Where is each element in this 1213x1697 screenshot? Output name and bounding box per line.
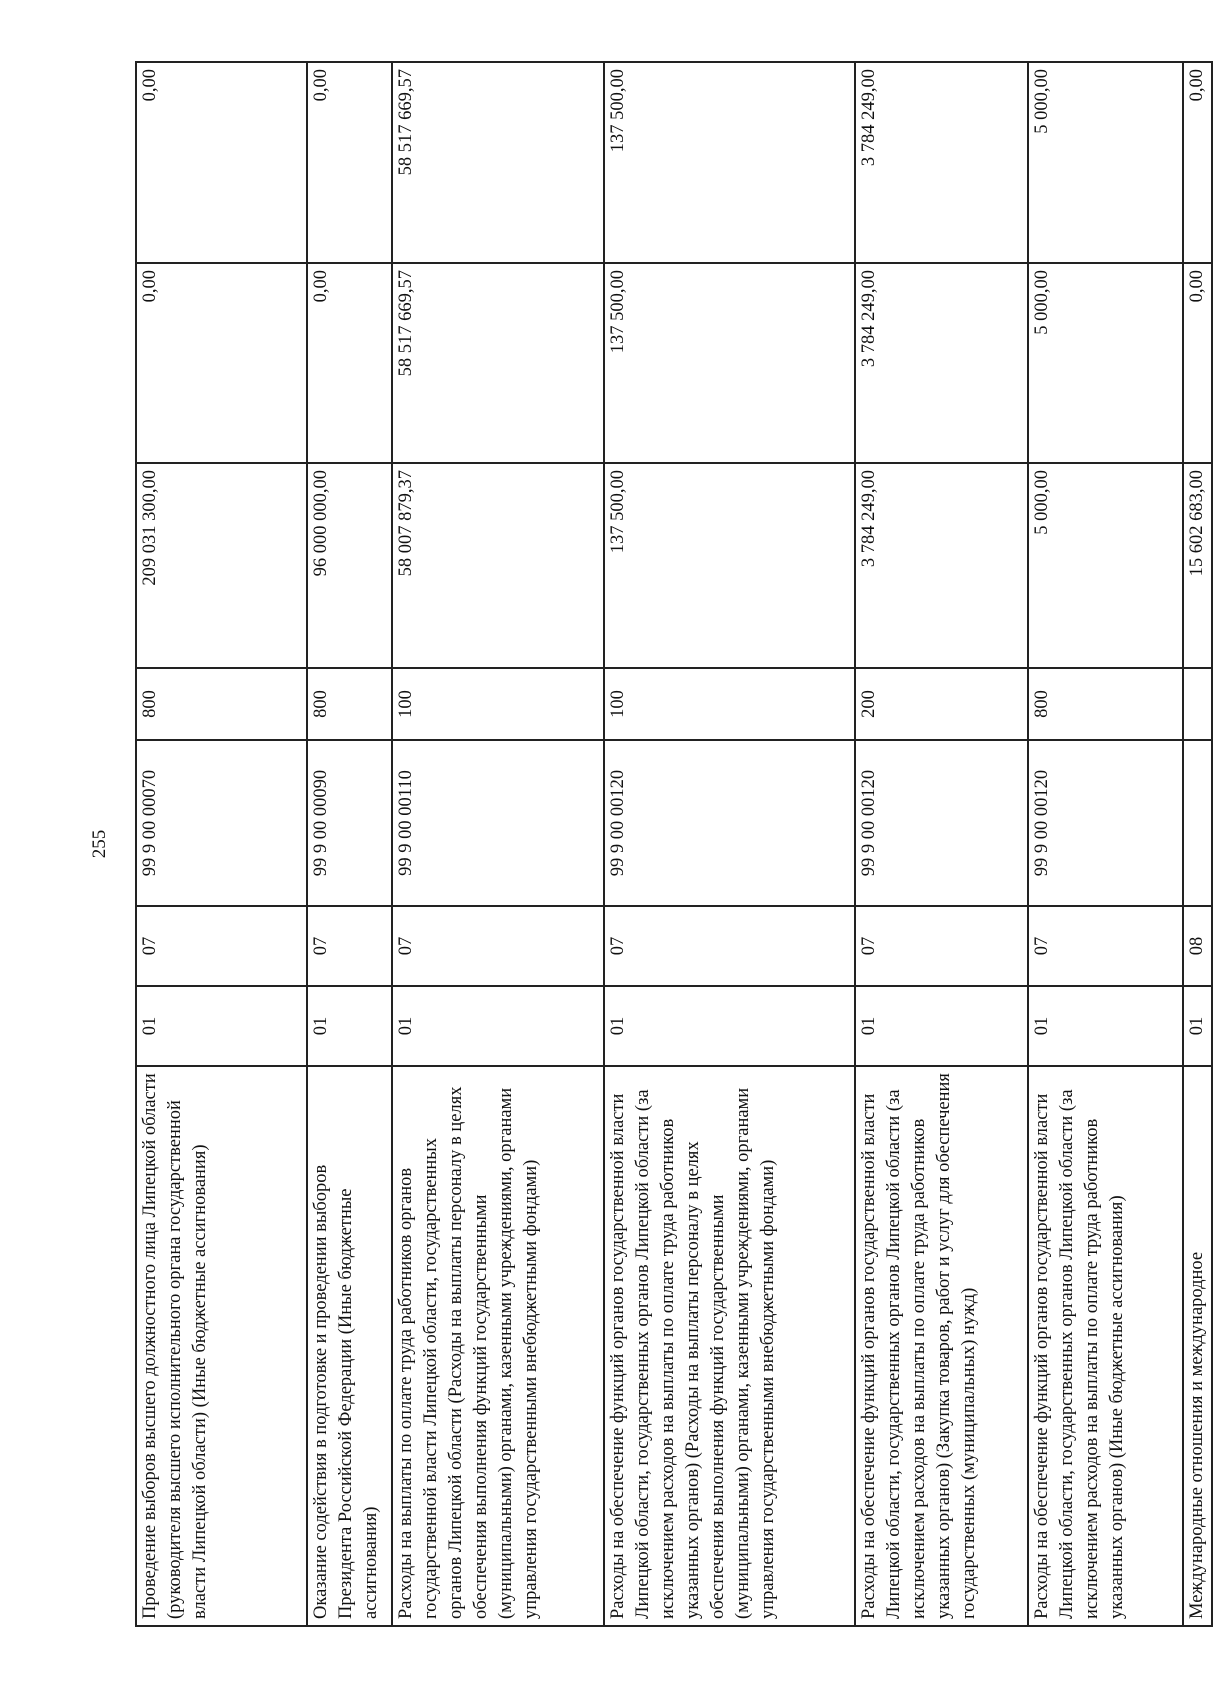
row-name: Расходы на выплаты по оплате труда работников органов государственной власти Липецкой области, государственных органов Липецкой области (Расходы на выплаты персоналу в целях обеспечения выполнения функций государственными (муниципальными) органами, казенными учреждениями, органами управления государственными внебюджетными фондами) <box>392 1066 604 1626</box>
sum-year3-cell: 0,00 <box>1183 62 1212 263</box>
sum-year1-cell: 3 784 249,00 <box>855 463 1028 668</box>
table-row <box>1028 62 1183 1626</box>
table-row <box>1183 62 1212 1626</box>
table-row <box>392 62 604 1626</box>
row-name: Расходы на обеспечение функций органов государственной власти Липецкой области, государственных органов Липецкой области (за исключением расходов на выплаты по оплате труда работников указанных органов) (Закупка товаров, работ и услуг для обеспечения государственных (муниципальных) нужд) <box>855 1066 1028 1626</box>
sum-year1-cell: 137 500,00 <box>604 463 855 668</box>
expense-type-cell: 800 <box>1028 668 1183 740</box>
table-row <box>136 62 307 1626</box>
row-name: Проведение выборов высшего должностного лица Липецкой области (руководителя высшего исполнительного органа государственной власти Липецкой области) (Иные бюджетные ассигнования) <box>136 1066 307 1626</box>
budget-table <box>135 61 1213 1627</box>
sum-year3-cell: 58 517 669,57 <box>392 62 604 263</box>
sum-year3-cell: 0,00 <box>136 62 307 263</box>
podrazdel-cell: 07 <box>307 906 392 986</box>
target-article-cell: 99 9 00 00070 <box>136 740 307 906</box>
page-number: 255 <box>89 829 110 859</box>
podrazdel-cell: 08 <box>1183 906 1212 986</box>
row-name: Расходы на обеспечение функций органов государственной власти Липецкой области, государственных органов Липецкой области (за исключением расходов на выплаты по оплате труда работников указанных органов) (Иные бюджетные ассигнования) <box>1028 1066 1183 1626</box>
sum-year2-cell: 3 784 249,00 <box>855 263 1028 463</box>
sum-year2-cell: 137 500,00 <box>604 263 855 463</box>
podrazdel-cell: 07 <box>1028 906 1183 986</box>
target-article-cell: 99 9 00 00110 <box>392 740 604 906</box>
expense-type-cell: 200 <box>855 668 1028 740</box>
target-article-cell <box>1183 740 1212 906</box>
row-name: Расходы на обеспечение функций органов государственной власти Липецкой области, государственных органов Липецкой области (за исключением расходов на выплаты по оплате труда работников указанных органов) (Расходы на выплаты персоналу в целях обеспечения выполнения функций государственными (муниципальными) органами, казенными учреждениями, органами управления государственными внебюджетными фондами) <box>604 1066 855 1626</box>
sum-year1-cell: 96 000 000,00 <box>307 463 392 668</box>
sum-year1-cell: 209 031 300,00 <box>136 463 307 668</box>
sum-year3-cell: 5 000,00 <box>1028 62 1183 263</box>
expense-type-cell <box>1183 668 1212 740</box>
razdel-cell: 01 <box>604 986 855 1066</box>
podrazdel-cell: 07 <box>392 906 604 986</box>
table-rotated-wrapper <box>135 63 1207 1627</box>
razdel-cell: 01 <box>392 986 604 1066</box>
razdel-cell: 01 <box>1028 986 1183 1066</box>
table-row <box>855 62 1028 1626</box>
expense-type-cell: 800 <box>136 668 307 740</box>
target-article-cell: 99 9 00 00120 <box>855 740 1028 906</box>
razdel-cell: 01 <box>307 986 392 1066</box>
sum-year2-cell: 0,00 <box>307 263 392 463</box>
sum-year3-cell: 0,00 <box>307 62 392 263</box>
razdel-cell: 01 <box>855 986 1028 1066</box>
table-row <box>604 62 855 1626</box>
razdel-cell: 01 <box>1183 986 1212 1066</box>
expense-type-cell: 100 <box>392 668 604 740</box>
podrazdel-cell: 07 <box>855 906 1028 986</box>
podrazdel-cell: 07 <box>136 906 307 986</box>
podrazdel-cell: 07 <box>604 906 855 986</box>
target-article-cell: 99 9 00 00090 <box>307 740 392 906</box>
sum-year2-cell: 5 000,00 <box>1028 263 1183 463</box>
razdel-cell: 01 <box>136 986 307 1066</box>
table-row <box>307 62 392 1626</box>
target-article-cell: 99 9 00 00120 <box>1028 740 1183 906</box>
sum-year2-cell: 0,00 <box>136 263 307 463</box>
sum-year2-cell: 0,00 <box>1183 263 1212 463</box>
row-name: Оказание содействия в подготовке и проведении выборов Президента Российской Федерации (Иные бюджетные ассигнования) <box>307 1066 392 1626</box>
sum-year1-cell: 5 000,00 <box>1028 463 1183 668</box>
expense-type-cell: 800 <box>307 668 392 740</box>
sum-year3-cell: 3 784 249,00 <box>855 62 1028 263</box>
sum-year1-cell: 58 007 879,37 <box>392 463 604 668</box>
sum-year1-cell: 15 602 683,00 <box>1183 463 1212 668</box>
expense-type-cell: 100 <box>604 668 855 740</box>
target-article-cell: 99 9 00 00120 <box>604 740 855 906</box>
sum-year2-cell: 58 517 669,57 <box>392 263 604 463</box>
sum-year3-cell: 137 500,00 <box>604 62 855 263</box>
row-name: Международные отношения и международное <box>1183 1066 1212 1626</box>
